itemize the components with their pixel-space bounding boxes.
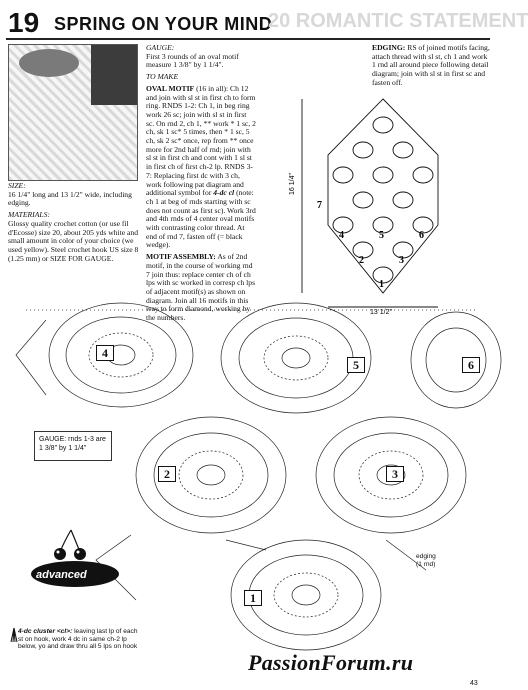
dc-cl-text: (note: ch 1 at beg of rnds starting with sc does not count as first sc). Work 3rd and 4th rnds of 4 center oval motifs with contrasting color thread. At end of rnd 7, fasten off (= black wedge). — [146, 188, 256, 250]
dc-cl-label: 4-dc cl — [213, 188, 235, 198]
diagram-marker-1: 1 — [244, 590, 262, 606]
schematic-marker-5: 5 — [379, 230, 384, 241]
motif-assembly-text: As of 2nd motif, in the course of working rnd 7 join thus: replace center ch of ch lps with sc worked in corresp ch lps of adjacent motif(s) as shown on diagram. Join all 16 motifs in this way to form diamond, working by the numbers. — [146, 252, 256, 323]
cluster-label: 4-dc cluster <cl>: — [18, 628, 73, 635]
diagram-marker-5: 5 — [347, 357, 365, 373]
edging-label: EDGING: — [372, 43, 406, 52]
edging-left — [16, 320, 46, 395]
cherries-icon — [46, 528, 96, 562]
diagram-marker-3: 3 — [386, 466, 404, 482]
gauge-text: First 3 rounds of an oval motif measure 1 3/8" by 1 1/4". — [146, 51, 239, 70]
schematic-marker-4: 4 — [339, 230, 344, 241]
diagram-marker-4: 4 — [96, 345, 114, 361]
cluster-symbol-icon — [10, 626, 18, 644]
edging-column — [372, 44, 490, 91]
diagram-marker-6: 6 — [462, 357, 480, 373]
crochet-diagram — [6, 300, 490, 640]
schematic-width: 13 1/2" — [370, 309, 392, 316]
edging-callout-label: edging — [416, 553, 436, 560]
cluster-text: leaving last lp of each st on hook, work 4 dc in same ch-2 lp below, yo and draw thru all 5 lps on hook — [18, 628, 138, 651]
difficulty-badge — [30, 560, 120, 588]
gauge-label: GAUGE: — [146, 43, 175, 52]
page-number: 43 — [470, 680, 478, 687]
schematic-height: 16 1/4" — [289, 173, 296, 195]
edging-callout — [416, 553, 436, 568]
edging-callout-sub: (1 rnd) — [416, 560, 436, 568]
to-make-label: TO MAKE — [146, 72, 179, 82]
oval-motif-label: OVAL MOTIF — [146, 83, 195, 93]
page-header — [6, 7, 528, 38]
motif-assembly-label: MOTIF ASSEMBLY: — [146, 252, 216, 262]
schematic-marker-1: 1 — [379, 279, 384, 290]
materials-label: MATERIALS: — [8, 210, 50, 220]
size-text: 16 1/4" long and 13 1/2" wide, including edging. — [8, 189, 132, 208]
gauge-box: GAUGE: rnds 1-3 are 1 3/8" by 1 1/4" — [34, 431, 112, 461]
size-label: SIZE: — [8, 181, 26, 190]
schematic-outline — [328, 99, 438, 293]
cluster-key — [18, 628, 138, 651]
schematic-marker-6: 6 — [419, 230, 424, 241]
header-rule — [6, 38, 490, 40]
motif-6 — [411, 312, 501, 408]
materials-text: Glossy quality crochet cotton (or use fil d'Ecosse) size 20, about 205 yds white and small amount in color of your choice (we used yellow). Steel crochet hook US size 8 (1.25 mm) or SIZE FOR GAUGE. — [8, 218, 139, 263]
motif-4 — [49, 303, 193, 407]
pattern-number: 19 — [8, 7, 40, 38]
assembly-schematic — [288, 95, 478, 315]
difficulty-text: advanced — [36, 569, 87, 581]
edging-text: RS of joined motifs facing, attach thread with sl st, ch 1 and work 1 rnd all around piece following detail diagram; join with sl st in first sc and fasten off. — [372, 43, 490, 87]
show-through-heading: 20 ROMANTIC STATEMENT — [268, 10, 528, 32]
photo-background — [91, 45, 137, 105]
schematic-marker-3: 3 — [399, 255, 404, 266]
schematic-marker-2: 2 — [359, 255, 364, 266]
instructions-column — [146, 44, 256, 326]
plant-shape — [19, 49, 79, 77]
watermark: PassionForum.ru — [248, 650, 414, 675]
diagram-marker-2: 2 — [158, 466, 176, 482]
size-materials-column — [8, 182, 140, 266]
pattern-title: SPRING ON YOUR MIND — [54, 14, 273, 34]
doily-photo — [8, 44, 138, 181]
schematic-marker-7: 7 — [317, 200, 322, 211]
oval-motif-text: (16 in all): Ch 12 and join with sl st in first ch to form ring. RNDS 1-2: Ch 1, in beg ring work 26 sc; join with sl st in first sc. On rnd 2, ch 1, ** work * 1 sc, 2 ch, sk 1 sc* 5 times, then * 1 sc, 5 ch, sk 2 sc* once, rep from ** once more for 2nd half of rnd; join with sl st in first ch and cont with 1 sl st in first ch of first ch-2 lp. RNDS 3-7: Replacing first dc with 3 ch, work following pat diagram and additional symbol for — [146, 83, 256, 198]
